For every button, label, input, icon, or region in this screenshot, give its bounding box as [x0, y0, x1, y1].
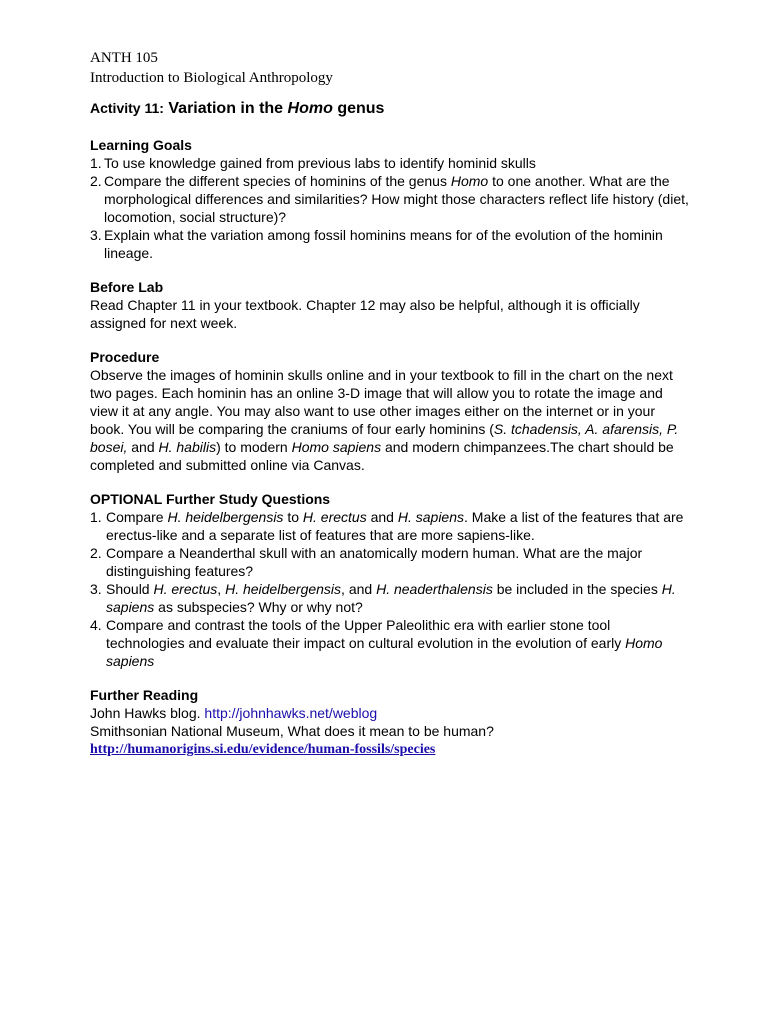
human-origins-link[interactable]: http://humanorigins.si.edu/evidence/human-fossils/species	[90, 742, 436, 757]
course-name: Introduction to Biological Anthropology	[90, 70, 333, 86]
document-page	[90, 48, 690, 758]
further-study-section	[90, 490, 690, 670]
before-lab-heading: Before Lab	[90, 279, 164, 295]
list-item: 1. Compare H. heidelbergensis to H. erectus and H. sapiens. Make a list of the features that are erectus-like and a separate list of features that are more sapiens-like.	[90, 509, 684, 543]
learning-goals-heading: Learning Goals	[90, 137, 192, 153]
learning-goals-list	[90, 154, 690, 262]
list-item: 3. Should H. erectus, H. heidelbergensis, and H. neaderthalensis be included in the species H. sapiens as subspecies? Why or why not?	[90, 581, 676, 615]
smithsonian-line: Smithsonian National Museum, What does it mean to be human?	[90, 723, 494, 739]
procedure-section	[90, 348, 690, 474]
john-hawks-blog-link[interactable]: http://johnhawks.net/weblog	[204, 705, 378, 721]
activity-title	[90, 100, 690, 118]
course-code: ANTH 105	[90, 50, 158, 66]
further-reading-heading: Further Reading	[90, 687, 199, 703]
list-item: 4. Compare and contrast the tools of the Upper Paleolithic era with earlier stone tool technologies and evaluate their impact on cultural evolution in the evolution of early Homo sapiens	[90, 617, 663, 669]
activity-title-italic: Homo	[287, 100, 333, 117]
list-item: 2. Compare the different species of hominins of the genus Homo to one another. What are the morphological differences and similarities? How might those characters reflect life history (diet, locomotion, social structure)?	[90, 173, 689, 225]
further-study-heading: OPTIONAL Further Study Questions	[90, 491, 331, 507]
learning-goals-section	[90, 136, 690, 262]
activity-title-after: genus	[337, 100, 385, 117]
activity-prefix: Activity 11:	[90, 100, 164, 116]
procedure-heading: Procedure	[90, 349, 160, 365]
list-item: 3. Explain what the variation among fossil hominins means for of the evolution of the hominin lineage.	[90, 227, 663, 261]
before-lab-section	[90, 278, 690, 332]
activity-title-before: Variation in the	[168, 100, 284, 117]
procedure-text: Observe the images of hominin skulls online and in your textbook to fill in the chart on the next two pages. Each hominin has an online 3-D image that will allow you to rotate the image and view it at any angle. You may also want to use other images either on the internet or in your book. You will be comparing the craniums of four early hominins (S. tchadensis, A. afarensis, P. bosei, and H. habilis) to modern Homo sapiens and modern chimpanzees.The chart should be completed and submitted online via Canvas.	[90, 367, 679, 473]
list-item: 1. To use knowledge gained from previous labs to identify hominid skulls	[90, 155, 536, 171]
john-hawks-line: John Hawks blog. http://johnhawks.net/weblog	[90, 705, 378, 721]
list-item: 2. Compare a Neanderthal skull with an anatomically modern human. What are the major distinguishing features?	[90, 545, 643, 579]
before-lab-text: Read Chapter 11 in your textbook. Chapter 12 may also be helpful, although it is officially assigned for next week.	[90, 297, 640, 331]
further-study-list	[90, 508, 690, 670]
further-reading-section	[90, 686, 690, 758]
human-origins-line	[90, 740, 690, 758]
